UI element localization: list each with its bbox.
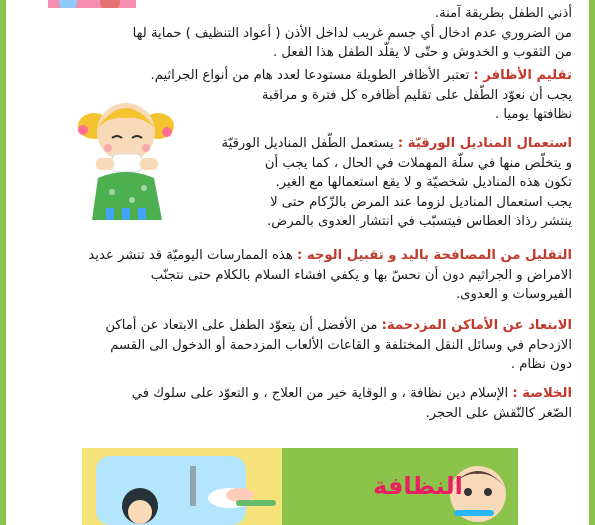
text-line: هذه الممارسات اليوميّة قد تنشر عديد [88, 248, 297, 263]
section-heading: استعمال المناديل الورقيّة : [397, 136, 572, 151]
crowds-section [32, 316, 572, 375]
text-line: و يتخلّص منها في سلّة المهملات في الحال ، كما يجب أن [264, 155, 572, 171]
text-line: تعتبر الأظافر الطويلة مستودعا لعدد هام من أنواع الجراثيم. [150, 68, 474, 83]
text-line: الصّغر كالنّقش على الحجر. [425, 405, 572, 421]
text-line: الازدحام في وسائل النقل المختلفة و القاعات الألعاب المزدحمة أو الدخول الى القسم [110, 337, 572, 353]
nails-section [32, 66, 572, 125]
text-line: الامراض و الجراثيم دون أن نحسّ بها و يكفي افشاء السلام بالكلام حتى نتجنّب [150, 267, 572, 283]
text-line: يجب استعمال المناديل لزوما عند المرض بالزّكام حتى لا [270, 194, 572, 210]
text-line: نظافتها يوميا . [494, 107, 572, 122]
tissues-section [142, 134, 572, 232]
text-line: ينتشر رذاذ العطاس فيتسبّب في انتشار العدوى بالمرض. [267, 214, 572, 229]
text-line: أذني الطفل بطريقة آمنة. [434, 6, 572, 21]
text-line: من الضروري عدم ادخال أي جسم غريب لداخل الأذن ( أعواد التنظيف ) حماية لها [132, 25, 572, 41]
section-heading: التقليل من المصافحة باليد و تقبيل الوجه : [297, 248, 572, 263]
cleanliness-poster [82, 448, 518, 525]
page-border-right [589, 0, 595, 525]
document-page [26, 0, 572, 525]
handshake-section [32, 246, 572, 305]
poster-title: النظافة [373, 472, 463, 500]
section-heading: الابتعاد عن الأماكن المزدحمة: [381, 318, 572, 333]
page-border-left [0, 0, 6, 525]
text-line: يجب أن نعوّد الطّفل على تقليم أظافره كل فترة و مراقبة [261, 87, 572, 103]
intro-paragraph [32, 4, 572, 63]
text-line: من الأفضل أن يتعوّد الطفل على الابتعاد عن أماكن [105, 318, 382, 333]
text-line: الفيروسات و العدوى. [455, 287, 572, 302]
section-heading: تقليم الأظافر : [473, 68, 572, 83]
section-heading: الخلاصة : [512, 386, 572, 401]
summary-section [32, 384, 572, 423]
text-line: يستعمل الطّفل المناديل الورقيّة [221, 136, 398, 151]
text-line: دون نظام . [510, 357, 572, 372]
text-line: من الثقوب و الخدوش و حتّى لا يقلّد الطفل هذا الفعل . [273, 45, 572, 60]
text-line: تكون هذه المناديل شخصيّة و لا يقع استعمالها مع الغير. [275, 175, 572, 190]
text-line: الإسلام دين نظافة ، و الوقاية خير من العلاج ، و التعوّد على سلوك في [131, 386, 513, 401]
